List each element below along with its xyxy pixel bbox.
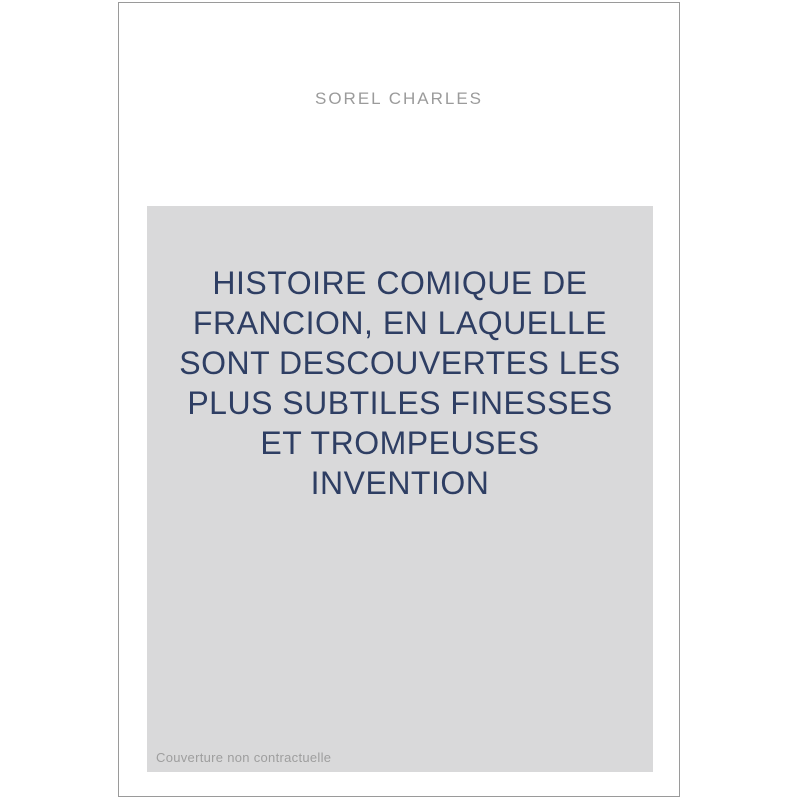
title-line: INVENTION <box>310 465 490 501</box>
title-line: ET TROMPEUSES <box>260 425 540 461</box>
cover-page <box>118 2 680 797</box>
title-line: PLUS SUBTILES FINESSES <box>187 385 613 421</box>
title-line: SONT DESCOUVERTES LES <box>179 345 621 381</box>
disclaimer-text: Couverture non contractuelle <box>156 750 332 765</box>
title-panel <box>147 206 653 772</box>
book-title <box>147 206 653 503</box>
title-line: HISTOIRE COMIQUE DE <box>212 265 588 301</box>
author-name: SOREL CHARLES <box>314 89 484 108</box>
title-line: FRANCION, EN LAQUELLE <box>192 305 608 341</box>
